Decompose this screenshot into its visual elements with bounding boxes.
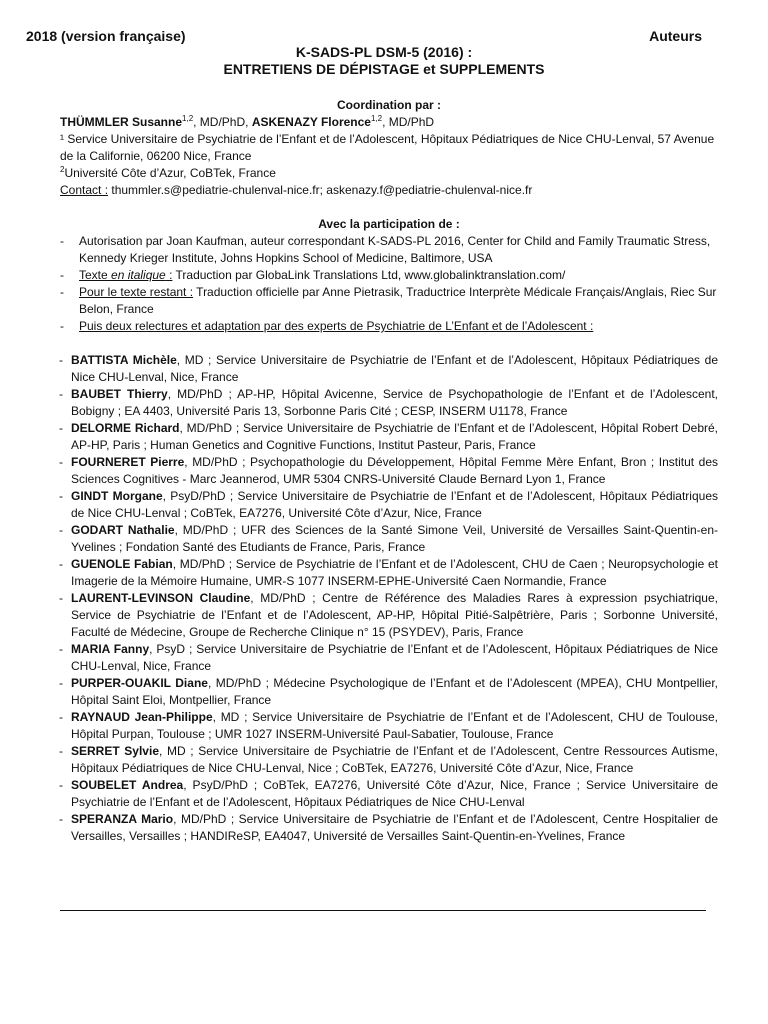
title-line-2: ENTRETIENS DE DÉPISTAGE et SUPPLEMENTS (223, 61, 545, 77)
author-affiliation: , MD/PhD ; Service Universitaire de Psychiatrie de l’Enfant et de l’Adolescent, Hôpital Robert Debré, AP-HP, Paris ; Human Genetics and Cognitive Functions, Institut Pasteur, Paris, France (71, 421, 719, 452)
contact-line (60, 182, 718, 199)
author-affiliation: , MD/PhD ; UFR des Sciences de la Santé Simone Veil, Université de Versailles Saint-Quentin-en-Yvelines ; Fondation Santé des Etudiants de France, Paris, France (71, 523, 718, 554)
list-marker: - (59, 489, 63, 503)
author-affiliation: , MD/PhD ; Psychopathologie du Développement, Hôpital Femme Mère Enfant, Bron ; Institut des Sciences Cognitives - Marc Jeannerod, UMR 5304 CNRS-Université Claude Bernard Lyon 1, France (71, 455, 719, 486)
page-header (26, 28, 702, 45)
participation-item (60, 284, 718, 318)
author-name: SPERANZA Mario (71, 812, 174, 826)
author-affiliation: , MD/PhD ; Service de Psychiatrie de l’Enfant et de l’Adolescent, CHU de Caen ; Neuropsychologie et Imagerie de la Mémoire Humaine, UMR-S 1077 INSERM-EPHE-Université Caen Normandie, France (71, 557, 718, 588)
affiliation-1: ¹ Service Universitaire de Psychiatrie de l’Enfant et de l’Adolescent, Hôpitaux Pédiatriques de Nice CHU-Lenval, 57 Avenue de la Californie, 06200 Nice, France (60, 132, 715, 163)
coordinators-line (60, 114, 718, 131)
author-name: GINDT Morgane (71, 489, 163, 503)
author-entry (60, 556, 718, 590)
author-name: SERRET Sylvie (71, 744, 159, 758)
italic-text-label: Texte en italique : (79, 268, 173, 282)
list-marker: - (60, 285, 64, 299)
remaining-text-label: Pour le texte restant : (79, 285, 194, 299)
list-marker: - (59, 710, 63, 724)
list-marker: - (59, 812, 63, 826)
author-affiliation: , MD ; Service Universitaire de Psychiatrie de l’Enfant et de l’Adolescent, CHU de Toulouse, Hôpital Purpan, Toulouse ; UMR 1027 INSERM-Université Paul-Sabatier, Toulouse, France (71, 710, 718, 741)
list-marker: - (60, 234, 64, 248)
author-entry (60, 675, 718, 709)
author-affiliation: , MD/PhD ; AP-HP, Hôpital Avicenne, Service de Psychopathologie de l’Enfant et de l’Adolescent, Bobigny ; EA 4403, Université Paris 13, Sorbonne Paris Cité ; CESP, INSERM U1178, France (71, 387, 719, 418)
author-entry (60, 386, 718, 420)
list-marker: - (59, 642, 63, 656)
coordinator-degree-2: , MD/PhD (382, 115, 435, 129)
participation-authorization: Autorisation par Joan Kaufman, auteur correspondant K-SADS-PL 2016, Center for Child and Family Traumatic Stress, Kennedy Krieger Institute, Johns Hopkins School of Medicine, Baltimore, USA (79, 234, 711, 265)
coordinator-name-1: THÜMMLER Susanne (60, 115, 183, 129)
list-marker: - (59, 676, 63, 690)
header-version: 2018 (version française) (26, 28, 186, 44)
affiliation-2 (60, 165, 718, 182)
list-marker: - (60, 268, 64, 282)
list-marker: - (59, 421, 63, 435)
reviewers-intro: Puis deux relectures et adaptation par des experts de Psychiatrie de L’Enfant et de l’Adolescent : (79, 319, 594, 333)
author-affiliation: , PsyD/PhD ; Service Universitaire de Psychiatrie de l’Enfant et de l’Adolescent, Hôpitaux Pédiatriques de Nice CHU-Lenval ; CoBTek, EA7276, Université Côte d’Azur, Nice, France (71, 489, 718, 520)
participation-item (60, 318, 718, 335)
italic-text-translator: Traduction par GlobaLink Translations Ltd, www.globalinktranslation.com/ (172, 268, 566, 282)
author-affiliation: , MD/PhD ; Centre de Référence des Maladies Rares à expression psychiatrique, Service de Psychiatrie de l’Enfant et de l’Adolescent, AP-HP, Hôpital Pitié-Salpêtrière, Paris ; Sorbonne Université, Faculté de Médecine, Groupe de Recherche Clinique n° 15 (PSYDEV), Paris, France (71, 591, 718, 639)
author-name: RAYNAUD Jean-Philippe (71, 710, 213, 724)
author-entry (60, 488, 718, 522)
affiliation-2-sup: 2 (60, 165, 65, 174)
author-affiliation: , PsyD/PhD ; CoBTek, EA7276, Université Côte d’Azur, Nice, France ; Service Universitaire de Psychiatrie de l’Enfant et de l’Adolescent, Hôpitaux Pédiatriques de Nice CHU-Lenval (71, 778, 718, 809)
author-name: BAUBET Thierry (71, 387, 168, 401)
author-affiliation: , MD/PhD ; Service Universitaire de Psychiatrie de l’Enfant et de l’Adolescent, Centre Hospitalier de Versailles, Versailles ; HANDIReSP, EA4047, Université de Versailles Saint-Quentin-en-Yvelines, France (71, 812, 718, 843)
coordinator-sup-2: 1,2 (370, 114, 383, 123)
author-name: MARIA Fanny (71, 642, 150, 656)
list-marker: - (59, 778, 63, 792)
list-marker: - (59, 455, 63, 469)
coordinator-degree-1: , MD/PhD, (193, 115, 252, 129)
list-marker: - (59, 744, 63, 758)
author-entry (60, 709, 718, 743)
author-name: SOUBELET Andrea (71, 778, 184, 792)
list-marker: - (59, 523, 63, 537)
author-entry (60, 590, 718, 641)
author-affiliation: , PsyD ; Service Universitaire de Psychiatrie de l’Enfant et de l’Adolescent, Hôpitaux Pédiatriques de Nice CHU-Lenval, Nice, France (71, 642, 718, 673)
author-entry (60, 522, 718, 556)
author-entry (60, 777, 718, 811)
author-entry (60, 811, 718, 845)
author-entry (60, 454, 718, 488)
document-title (0, 44, 768, 78)
contact-emails: thummler.s@pediatrie-chulenval-nice.fr; askenazy.f@pediatrie-chulenval-nice.fr (108, 183, 533, 197)
remaining-text-translator: Traduction officielle par Anne Pietrasik, Traductrice Interprète Médicale Français/Anglais, Riec Sur Belon, France (79, 285, 717, 316)
coordinator-sup-1: 1,2 (182, 114, 194, 123)
author-name: BATTISTA Michèle (71, 353, 177, 367)
author-list (60, 352, 718, 845)
header-section: Auteurs (649, 28, 702, 44)
affiliation-2-text: Université Côte d’Azur, CoBTek, France (64, 166, 276, 180)
contact-label: Contact : (60, 183, 109, 197)
author-name: PURPER-OUAKIL Diane (71, 676, 208, 690)
participation-item (60, 267, 718, 284)
list-marker: - (59, 387, 63, 401)
title-line-1: K-SADS-PL DSM-5 (2016) : (295, 44, 473, 60)
author-name: GUENOLE Fabian (71, 557, 173, 571)
author-name: FOURNERET Pierre (71, 455, 185, 469)
participation-heading: Avec la participation de : (318, 217, 460, 231)
author-affiliation: , MD ; Service Universitaire de Psychiatrie de l’Enfant et de l’Adolescent, Centre Ressources Autisme, Hôpitaux Pédiatriques de Nice CHU-Lenval, Nice ; CoBTek, EA7276, Université Côte d’Azur, Nice, France (71, 744, 719, 775)
coordinator-name-2: ASKENAZY Florence (251, 115, 371, 129)
author-name: DELORME Richard (71, 421, 180, 435)
author-entry (60, 420, 718, 454)
bottom-divider (60, 910, 706, 911)
author-entry (60, 743, 718, 777)
list-marker: - (60, 319, 64, 333)
participation-item (60, 233, 718, 267)
coordination-heading: Coordination par : (337, 98, 441, 112)
author-affiliation: , MD/PhD ; Médecine Psychologique de l’Enfant et de l’Adolescent (MPEA), CHU Montpellier, Hôpital Saint Eloi, Montpellier, France (71, 676, 719, 707)
author-name: LAURENT-LEVINSON Claudine (71, 591, 251, 605)
author-entry (60, 352, 718, 386)
list-marker: - (59, 557, 63, 571)
author-affiliation: , MD ; Service Universitaire de Psychiatrie de l’Enfant et de l’Adolescent, Hôpitaux Pédiatriques de Nice CHU-Lenval, Nice, France (71, 353, 718, 384)
author-entry (60, 641, 718, 675)
list-marker: - (59, 591, 63, 605)
list-marker: - (59, 353, 63, 367)
document-body (60, 97, 718, 845)
participation-list (60, 233, 718, 335)
author-name: GODART Nathalie (71, 523, 175, 537)
